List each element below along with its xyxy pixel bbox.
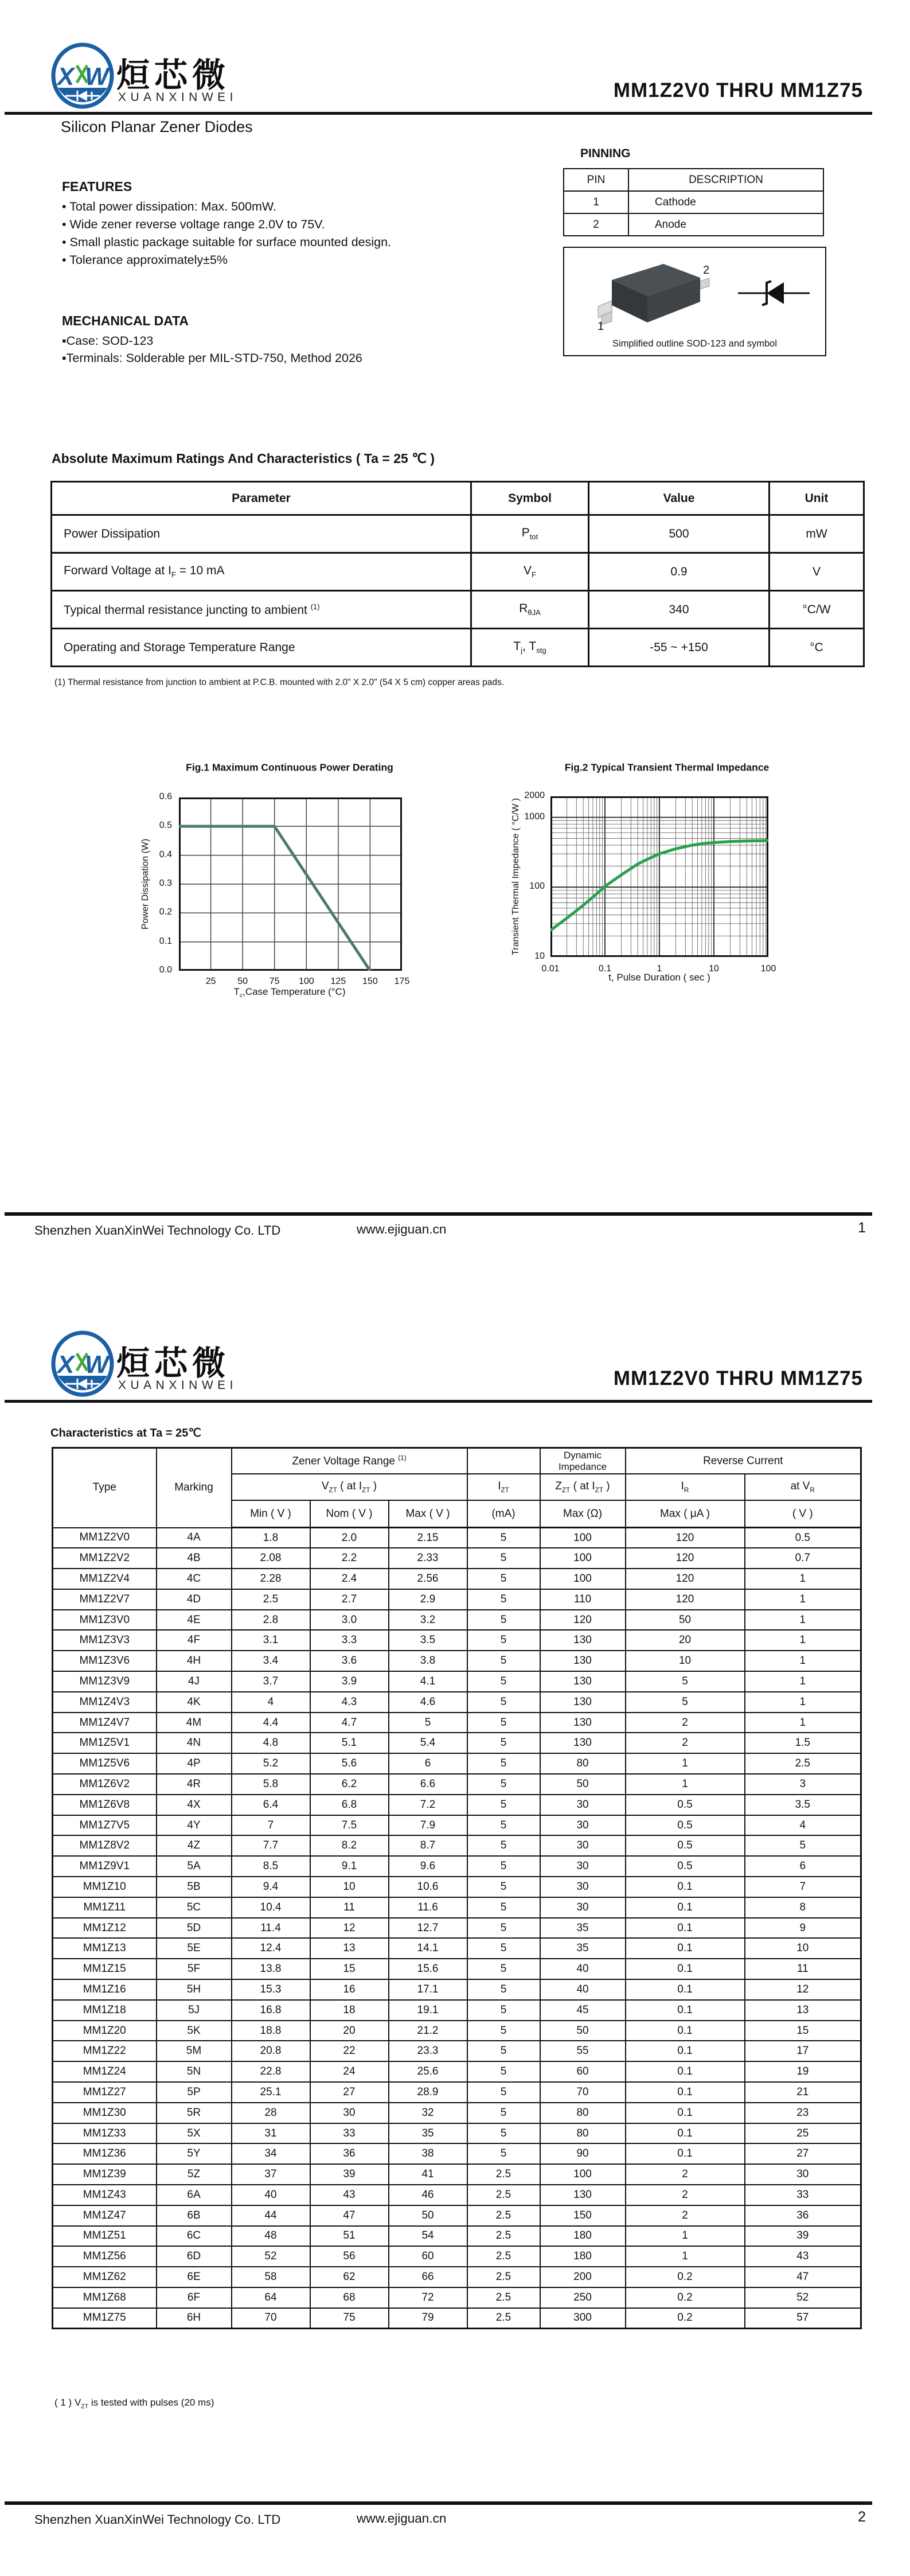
dynamic-impedance-header: Dynamic Impedance <box>540 1448 626 1474</box>
max-v-header: Max ( V ) <box>389 1500 467 1528</box>
value-header: Value <box>589 482 770 515</box>
abs-max-body <box>52 515 864 667</box>
fig2-xtick-label: 10 <box>709 964 719 974</box>
description-column-header: DESCRIPTION <box>628 169 823 191</box>
pinning-table <box>563 168 824 236</box>
table-row: Forward Voltage at $I_F = 10$ mA $V_F$ 0.9 V <box>52 553 864 591</box>
at-vr-header: at $V_R$ <box>745 1474 861 1500</box>
table-row: MM1Z56 6D 52 56 60 2.5 180 1 43 <box>53 2246 861 2267</box>
marking-header: Marking <box>157 1448 232 1528</box>
document-subtitle: Silicon Planar Zener Diodes <box>61 118 253 135</box>
fig1-ytick-label: 0.4 <box>159 849 172 859</box>
table-row: MM1Z16 5H 15.3 16 17.1 5 40 0.1 12 <box>53 1979 861 2000</box>
table-row: 1 Cathode <box>564 191 823 213</box>
abs-max-table <box>50 481 865 667</box>
package-pin2-label: 2 <box>703 264 710 277</box>
fig2-xtick-label: 1 <box>657 964 662 974</box>
features-heading: FEATURES <box>62 179 132 194</box>
fig1-xtick-label: 25 <box>205 976 216 986</box>
empty-header-cell <box>467 1448 540 1474</box>
table-row: MM1Z24 5N 22.8 24 25.6 5 60 0.1 19 <box>53 2061 861 2082</box>
table-row: MM1Z7V5 4Y 7 7.5 7.9 5 30 0.5 4 <box>53 1815 861 1836</box>
bullet-icon: ▪ <box>62 334 67 348</box>
fig2-x-axis-label: t, Pulse Duration ( sec ) <box>608 972 710 983</box>
fig2-ytick-label: 2000 <box>524 791 545 800</box>
package-caption: Simplified outline SOD-123 and symbol <box>612 338 778 349</box>
header-rule <box>5 112 872 115</box>
v-header: ( V ) <box>745 1500 861 1528</box>
table-row: MM1Z51 6C 48 51 54 2.5 180 1 39 <box>53 2226 861 2247</box>
abs-max-title: Absolute Maximum Ratings And Characteristics ( Ta = 25 ℃ ) <box>52 451 435 466</box>
table-row: MM1Z33 5X 31 33 35 5 80 0.1 25 <box>53 2123 861 2144</box>
table-row: MM1Z68 6F 64 68 72 2.5 250 0.2 52 <box>53 2287 861 2308</box>
min-v-header: Min ( V ) <box>232 1500 310 1528</box>
part-number-title: MM1Z2V0 THRU MM1Z75 <box>613 79 863 102</box>
bullet-icon: • <box>62 253 67 267</box>
footer-company: Shenzhen XuanXinWei Technology Co. LTD <box>34 1223 281 1238</box>
nom-v-header: Nom ( V ) <box>310 1500 389 1528</box>
symbol-header: Symbol <box>471 482 589 515</box>
fig1-xtick-label: 100 <box>298 976 314 986</box>
ma-header: (mA) <box>467 1500 540 1528</box>
table-row: Power Dissipation $P_{tot}$ 500 mW <box>52 515 864 553</box>
table-row: MM1Z2V7 4D 2.5 2.7 2.9 5 110 120 1 <box>53 1589 861 1610</box>
fig1-title: Fig.1 Maximum Continuous Power Derating <box>186 761 393 773</box>
table-row: MM1Z3V6 4H 3.4 3.6 3.8 5 130 10 1 <box>53 1651 861 1671</box>
page-number: 1 <box>858 1220 866 1236</box>
mechanical-item: ▪Terminals: Solderable per MIL-STD-750, Method 2026 <box>62 351 362 365</box>
fig1-x-axis-label: $T_c,Case$ Temperature (°C) <box>233 986 346 999</box>
table-row: MM1Z11 5C 10.4 11 11.6 5 30 0.1 8 <box>53 1897 861 1918</box>
characteristics-header-row-1 <box>53 1448 861 1474</box>
brand-chinese: 烜芯微 <box>116 57 231 94</box>
pinning-heading: PINNING <box>580 147 631 160</box>
table-row: MM1Z3V3 4F 3.1 3.3 3.5 5 130 20 1 <box>53 1630 861 1651</box>
mechanical-item: ▪Case: SOD-123 <box>62 334 154 348</box>
fig1-ytick-label: 0.6 <box>159 792 172 801</box>
characteristics-footnote: ( 1 ) $V_{ZT}$ is tested with pulses (20 ms) <box>54 2397 214 2410</box>
feature-item: • Small plastic package suitable for surface mounted design. <box>62 235 392 249</box>
table-row: MM1Z62 6E 58 62 66 2.5 200 0.2 47 <box>53 2267 861 2287</box>
table-row: MM1Z75 6H 70 75 79 2.5 300 0.2 57 <box>53 2308 861 2329</box>
page-number: 2 <box>858 2509 866 2525</box>
characteristics-title: Characteristics at Ta = 25℃ <box>50 1427 201 1439</box>
vzt-header: $V_{ZT}$ ( at $I_{ZT}$ ) <box>232 1474 467 1500</box>
table-row: MM1Z3V9 4J 3.7 3.9 4.1 5 130 5 1 <box>53 1671 861 1692</box>
table-row: MM1Z30 5R 28 30 32 5 80 0.1 23 <box>53 2103 861 2123</box>
fig1-xtick-label: 150 <box>362 976 378 986</box>
fig1-ytick-label: 0.3 <box>159 878 172 888</box>
sod123-package-icon <box>590 260 722 332</box>
zzt-header: $Z_{ZT}$ ( at $I_{ZT}$ ) <box>540 1474 626 1500</box>
brand-chinese: 烜芯微 <box>116 1345 231 1382</box>
fig2-y-axis-label: Transient Thermal Impedance ( °C/W ) <box>511 797 521 956</box>
footer-rule <box>5 2501 872 2505</box>
fig2-title: Fig.2 Typical Transient Thermal Impedance <box>564 761 770 773</box>
table-row: MM1Z2V0 4A 1.8 2.0 2.15 5 100 120 0.5 <box>53 1528 861 1548</box>
characteristics-body <box>53 1528 861 2329</box>
fig1-chart <box>179 797 402 971</box>
fig1-ytick-label: 0.2 <box>159 907 172 917</box>
unit-header: Unit <box>770 482 864 515</box>
zener-diode-symbol-icon <box>738 278 810 309</box>
table-row: MM1Z9V1 5A 8.5 9.1 9.6 5 30 0.5 6 <box>53 1856 861 1877</box>
package-outline-box <box>563 247 826 356</box>
table-row: MM1Z13 5E 12.4 13 14.1 5 35 0.1 10 <box>53 1938 861 1959</box>
fig2-xtick-label: 100 <box>760 964 776 974</box>
table-row: MM1Z6V8 4X 6.4 6.8 7.2 5 30 0.5 3.5 <box>53 1795 861 1815</box>
feature-item: • Wide zener reverse voltage range 2.0V to 75V. <box>62 217 325 231</box>
fig1-xtick-label: 75 <box>269 976 280 986</box>
header-rule <box>5 1400 872 1403</box>
footer-website: www.ejiguan.cn <box>357 2511 447 2526</box>
table-row: MM1Z10 5B 9.4 10 10.6 5 30 0.1 7 <box>53 1877 861 1897</box>
table-row: MM1Z27 5P 25.1 27 28.9 5 70 0.1 21 <box>53 2082 861 2103</box>
footer-rule <box>5 1212 872 1216</box>
table-row: MM1Z18 5J 16.8 18 19.1 5 45 0.1 13 <box>53 2000 861 2021</box>
table-row: MM1Z20 5K 18.8 20 21.2 5 50 0.1 15 <box>53 2021 861 2041</box>
bullet-icon: • <box>62 200 67 213</box>
parameter-header: Parameter <box>52 482 471 515</box>
package-pin1-label: 1 <box>597 320 604 333</box>
fig2-ytick-label: 1000 <box>524 811 545 822</box>
feature-item: • Total power dissipation: Max. 500mW. <box>62 200 277 213</box>
abs-max-footnote: (1) Thermal resistance from junction to ambient at P.C.B. mounted with 2.0" X 2.0" (54 X 5 cm) copper areas pads. <box>54 678 505 687</box>
table-row: MM1Z2V4 4C 2.28 2.4 2.56 5 100 120 1 <box>53 1569 861 1589</box>
bullet-icon: ▪ <box>62 351 67 365</box>
fig1-ytick-label: 0.0 <box>159 965 172 975</box>
table-row: MM1Z5V6 4P 5.2 5.6 6 5 80 1 2.5 <box>53 1753 861 1774</box>
datasheet-page-2 <box>0 1288 910 2576</box>
table-row: 2 Anode <box>564 213 823 236</box>
svg-text:W: W <box>85 1351 109 1379</box>
table-row: MM1Z47 6B 44 47 50 2.5 150 2 36 <box>53 2205 861 2226</box>
pinning-header-row <box>564 169 823 191</box>
izt-header: $I_{ZT}$ <box>467 1474 540 1500</box>
fig1-xtick-label: 50 <box>237 976 248 986</box>
abs-max-header-row <box>52 482 864 515</box>
table-row: MM1Z4V3 4K 4 4.3 4.6 5 130 5 1 <box>53 1692 861 1713</box>
fig1-xtick-label: 175 <box>394 976 410 986</box>
fig2-xtick-label: 0.1 <box>598 964 612 974</box>
fig2-xtick-label: 0.01 <box>541 964 560 974</box>
max-ohm-header: Max (Ω) <box>540 1500 626 1528</box>
bullet-icon: • <box>62 217 67 231</box>
table-row: MM1Z15 5F 13.8 15 15.6 5 40 0.1 11 <box>53 1959 861 1979</box>
fig2-ytick-label: 100 <box>529 881 545 892</box>
fig1-xtick-label: 125 <box>330 976 346 986</box>
svg-text:X: X <box>57 63 75 91</box>
table-row: MM1Z5V1 4N 4.8 5.1 5.4 5 130 2 1.5 <box>53 1733 861 1753</box>
footer-company: Shenzhen XuanXinWei Technology Co. LTD <box>34 2512 281 2527</box>
feature-item: • Tolerance approximately±5% <box>62 253 228 267</box>
company-logo-icon <box>50 42 115 109</box>
zener-voltage-range-header: Zener Voltage Range $^{(1)}$ <box>232 1448 467 1474</box>
bullet-icon: • <box>62 235 67 249</box>
table-row: MM1Z3V0 4E 2.8 3.0 3.2 5 120 50 1 <box>53 1610 861 1631</box>
table-row: Typical thermal resistance juncting to ambient $^{(1)}$ $R_{\theta JA}$ 340 °C/W <box>52 591 864 629</box>
table-row: MM1Z39 5Z 37 39 41 2.5 100 2 30 <box>53 2164 861 2185</box>
mechanical-heading: MECHANICAL DATA <box>62 313 189 328</box>
fig1-y-axis-label: Power Dissipation (W) <box>140 838 150 930</box>
part-number-title: MM1Z2V0 THRU MM1Z75 <box>613 1367 863 1390</box>
fig2-ytick-label: 10 <box>534 951 545 961</box>
characteristics-table <box>52 1447 862 2329</box>
brand-latin: XUANXINWEI <box>118 91 238 104</box>
table-row: MM1Z12 5D 11.4 12 12.7 5 35 0.1 9 <box>53 1918 861 1939</box>
fig2-chart <box>550 796 768 957</box>
table-row: MM1Z2V2 4B 2.08 2.2 2.33 5 100 120 0.7 <box>53 1548 861 1569</box>
footer-website: www.ejiguan.cn <box>357 1222 447 1236</box>
max-ua-header: Max ( μA ) <box>626 1500 745 1528</box>
table-row: MM1Z4V7 4M 4.4 4.7 5 5 130 2 1 <box>53 1713 861 1733</box>
table-row: MM1Z43 6A 40 43 46 2.5 130 2 33 <box>53 2185 861 2205</box>
table-row: Operating and Storage Temperature Range $T_j$, $T_{stg}$ -55 ~ +150 °C <box>52 629 864 667</box>
company-logo-icon <box>50 1330 115 1397</box>
svg-text:W: W <box>85 63 109 91</box>
svg-text:X: X <box>57 1351 75 1379</box>
table-row: MM1Z22 5M 20.8 22 23.3 5 55 0.1 17 <box>53 2041 861 2061</box>
pin-column-header: PIN <box>564 169 628 191</box>
fig1-ytick-label: 0.5 <box>159 820 172 831</box>
table-row: MM1Z8V2 4Z 7.7 8.2 8.7 5 30 0.5 5 <box>53 1835 861 1856</box>
table-row: MM1Z36 5Y 34 36 38 5 90 0.1 27 <box>53 2143 861 2164</box>
table-row: MM1Z6V2 4R 5.8 6.2 6.6 5 50 1 3 <box>53 1774 861 1795</box>
type-header: Type <box>53 1448 157 1528</box>
fig1-ytick-label: 0.1 <box>159 936 172 946</box>
ir-header: $I_R$ <box>626 1474 745 1500</box>
reverse-current-header: Reverse Current <box>626 1448 861 1474</box>
brand-latin: XUANXINWEI <box>118 1379 238 1392</box>
